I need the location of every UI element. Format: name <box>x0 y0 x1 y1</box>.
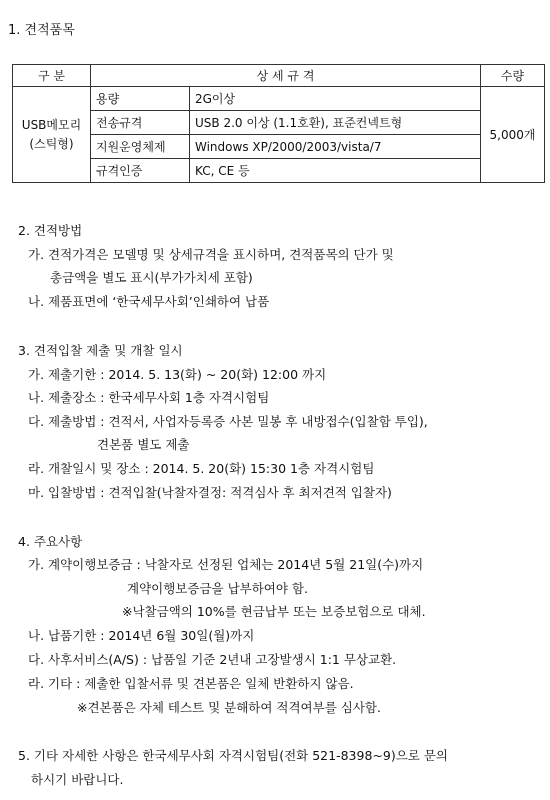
header-spec: 상 세 규 격 <box>91 65 481 87</box>
item-type: (스틱형) <box>29 136 74 151</box>
header-quantity: 수량 <box>481 65 545 87</box>
section3-item-b: 나. 제출장소 : 한국세무사회 1층 자격시험팀 <box>28 390 270 405</box>
section3-title: 3. 견적입찰 제출 및 개찰 일시 <box>18 343 183 358</box>
section5-line1: 5. 기타 자세한 사항은 한국세무사회 자격시험팀(전화 521-8398~9)으로 문의 <box>18 748 448 763</box>
section3-item-c-cont: 견본품 별도 제출 <box>97 437 190 452</box>
section2-item-a: 가. 견적가격은 모델명 및 상세규격을 표시하며, 견적품목의 단가 및 <box>28 247 394 262</box>
section2-item-b: 나. 제품표면에 ‘한국세무사회’인쇄하여 납품 <box>28 294 270 309</box>
table-header-row <box>13 65 545 87</box>
spec-value: KC, CE 등 <box>190 159 481 183</box>
quantity-cell: 5,000개 <box>481 87 545 183</box>
quote-items-table <box>12 64 545 183</box>
spec-label: 용량 <box>91 87 190 111</box>
section3-item-e: 마. 입찰방법 : 견적입찰(낙찰자결정: 적격심사 후 최저견적 입찰자) <box>28 485 392 500</box>
section4-item-d-note: ※견본품은 자체 테스트 및 분해하여 적격여부를 심사함. <box>77 700 381 715</box>
section4-item-d: 라. 기타 : 제출한 입찰서류 및 견본품은 일체 반환하지 않음. <box>28 676 354 691</box>
section5-line2: 하시기 바랍니다. <box>31 772 124 787</box>
section4-title: 4. 주요사항 <box>18 534 83 549</box>
item-name: USB메모리 <box>21 117 82 132</box>
section4-item-a: 가. 계약이행보증금 : 낙찰자로 선정된 업체는 2014년 5월 21일(수)까지 <box>28 557 424 572</box>
section2-item-a-cont: 총금액을 별도 표시(부가가치세 포함) <box>50 270 253 285</box>
table-row <box>13 159 545 183</box>
spec-label: 전송규격 <box>91 111 190 135</box>
section3-item-d: 라. 개찰일시 및 장소 : 2014. 5. 20(화) 15:30 1층 자격시험팀 <box>28 461 375 476</box>
section4-item-c: 다. 사후서비스(A/S) : 납품일 기준 2년내 고장발생시 1:1 무상교환. <box>28 652 397 667</box>
section4-item-a-cont: 계약이행보증금을 납부하여야 함. <box>127 581 308 596</box>
section4-item-b: 나. 납품기한 : 2014년 6월 30일(월)까지 <box>28 628 255 643</box>
spec-value: USB 2.0 이상 (1.1호환), 표준컨넥트형 <box>190 111 481 135</box>
section4-item-a-note: ※낙찰금액의 10%를 현금납부 또는 보증보험으로 대체. <box>122 604 426 619</box>
item-name-cell <box>13 87 91 183</box>
section1-title: 1. 견적품목 <box>8 23 75 38</box>
spec-value: Windows XP/2000/2003/vista/7 <box>190 135 481 159</box>
table-row <box>13 87 545 111</box>
spec-label: 규격인증 <box>91 159 190 183</box>
header-category: 구 분 <box>13 65 91 87</box>
section3-item-c: 다. 제출방법 : 견적서, 사업자등록증 사본 밀봉 후 내방접수(입찰함 투입), <box>28 414 428 429</box>
spec-value: 2G이상 <box>190 87 481 111</box>
spec-label: 지원운영체제 <box>91 135 190 159</box>
section2-title: 2. 견적방법 <box>18 223 83 238</box>
table-row <box>13 135 545 159</box>
table-row <box>13 111 545 135</box>
section3-item-a: 가. 제출기한 : 2014. 5. 13(화) ~ 20(화) 12:00 까지 <box>28 367 327 382</box>
